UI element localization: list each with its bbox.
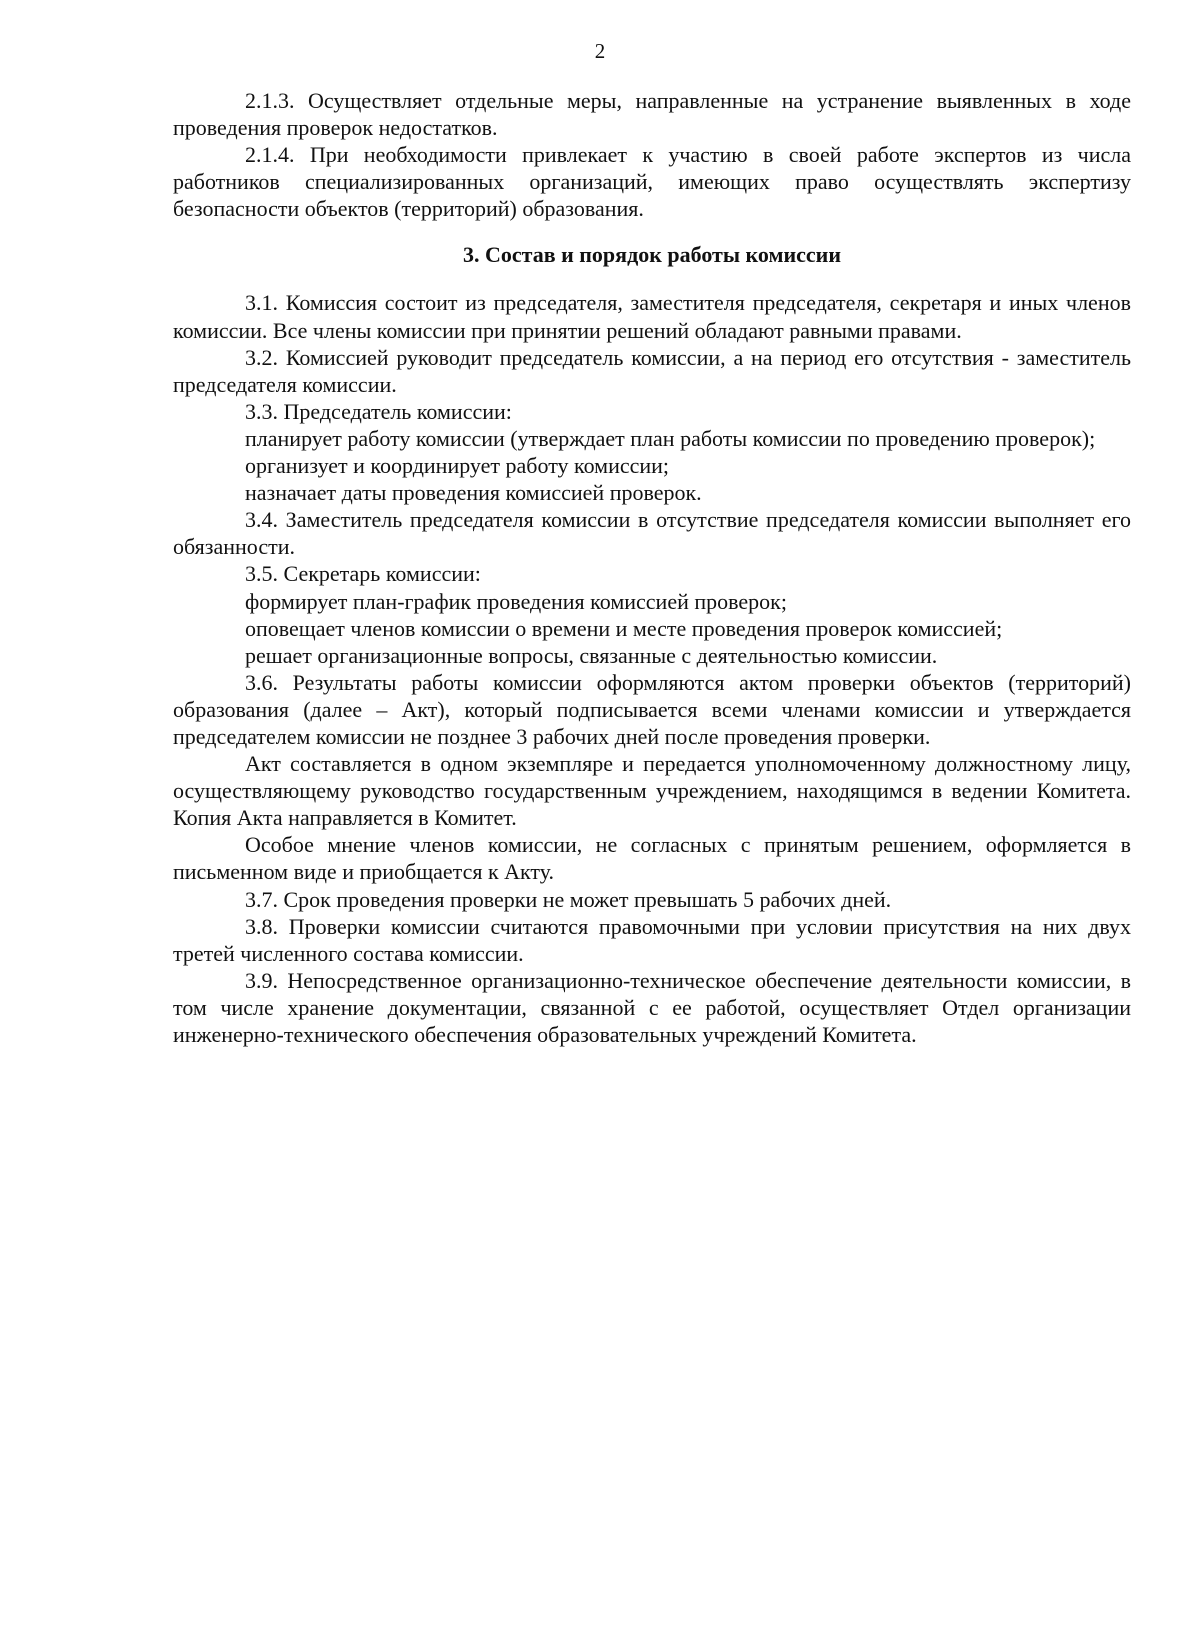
paragraph-2-1-3: 2.1.3. Осуществляет отдельные меры, направленные на устранение выявленных в ходе проведения проверок недостатков. xyxy=(173,88,1131,141)
paragraph-3-2: 3.2. Комиссией руководит председатель комиссии, а на период его отсутствия - заместитель председателя комиссии. xyxy=(173,344,1131,397)
paragraph-2-1-4: 2.1.4. При необходимости привлекает к участию в своей работе экспертов из числа работников специализированных организаций, имеющих право осуществлять экспертизу безопасности объектов (территорий) образования. xyxy=(173,142,1131,222)
paragraph-3-3-item: организует и координирует работу комиссии; xyxy=(245,453,670,479)
paragraph-3-3-item: планирует работу комиссии (утверждает план работы комиссии по проведению проверок); xyxy=(245,425,1096,451)
paragraph-3-5: 3.5. Секретарь комиссии: xyxy=(245,561,481,587)
paragraph-3-6-act: Акт составляется в одном экземпляре и передается уполномоченному должностному лицу, осуществляющему руководство государственным учреждением, находящимся в ведении Комитета. Копия Акта направляется в Комитет. xyxy=(173,751,1131,831)
document-body xyxy=(173,87,1131,1048)
paragraph-3-9: 3.9. Непосредственное организационно-техническое обеспечение деятельности комиссии, в том числе хранение документации, связанной с ее работой, осуществляет Отдел организации инженерно-технического обеспечения образовательных учреждений Комитета. xyxy=(173,967,1131,1047)
paragraph-3-5-item: решает организационные вопросы, связанные с деятельностью комиссии. xyxy=(245,642,938,668)
paragraph-3-8: 3.8. Проверки комиссии считаются правомочными при условии присутствия на них двух третей численного состава комиссии. xyxy=(173,913,1131,966)
paragraph-3-5-item: формирует план-график проведения комиссией проверок; xyxy=(245,588,787,614)
page-number: 2 xyxy=(594,39,606,63)
paragraph-3-7: 3.7. Срок проведения проверки не может превышать 5 рабочих дней. xyxy=(245,886,892,912)
paragraph-3-3-item: назначает даты проведения комиссией проверок. xyxy=(245,480,702,506)
paragraph-3-6: 3.6. Результаты работы комиссии оформляются актом проверки объектов (территорий) образования (далее – Акт), который подписывается всеми членами комиссии и утверждается председателем комиссии не позднее 3 рабочих дней после проведения проверки. xyxy=(173,669,1131,749)
paragraph-3-3: 3.3. Председатель комиссии: xyxy=(245,398,512,424)
paragraph-3-5-item: оповещает членов комиссии о времени и месте проведения проверок комиссией; xyxy=(245,615,1003,641)
paragraph-3-4: 3.4. Заместитель председателя комиссии в отсутствие председателя комиссии выполняет его обязанности. xyxy=(173,507,1131,560)
paragraph-3-6-opinion: Особое мнение членов комиссии, не согласных с принятым решением, оформляется в письменном виде и приобщается к Акту. xyxy=(173,832,1131,885)
section-3-heading: 3. Состав и порядок работы комиссии xyxy=(462,242,842,268)
paragraph-3-1: 3.1. Комиссия состоит из председателя, заместителя председателя, секретаря и иных членов комиссии. Все члены комиссии при принятии решений обладают равными правами. xyxy=(173,290,1131,343)
